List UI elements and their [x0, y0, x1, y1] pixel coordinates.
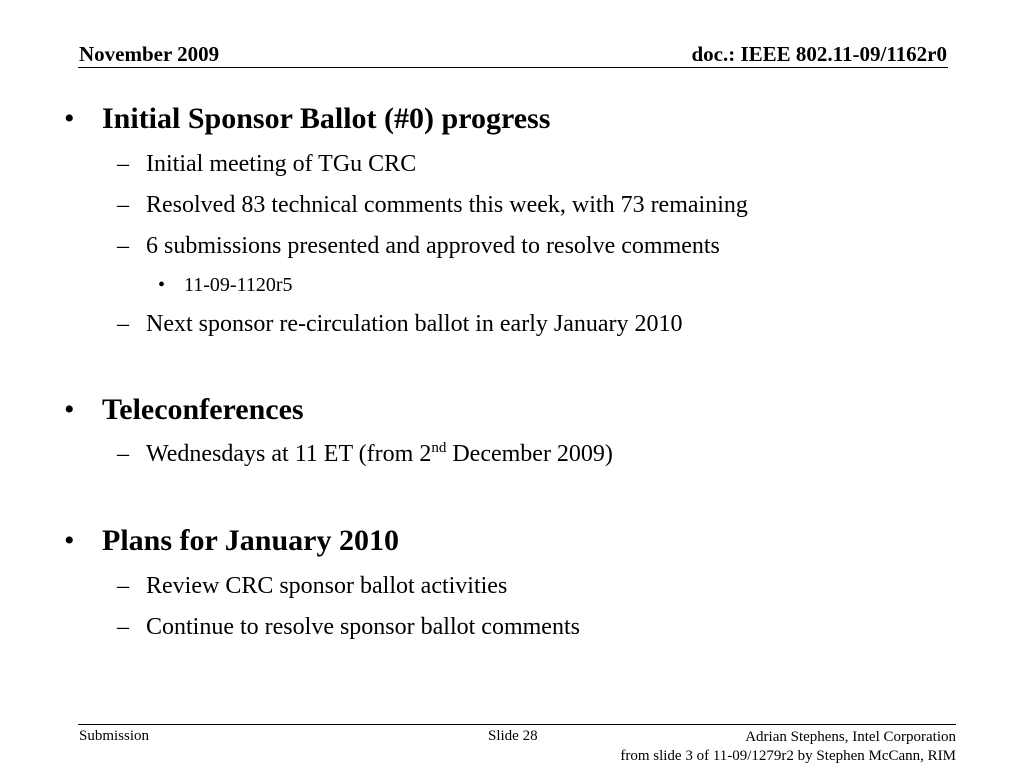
dash-icon: –	[117, 151, 129, 177]
dash-icon: –	[117, 573, 129, 599]
bullet-icon: •	[64, 102, 75, 135]
section-title: Teleconferences	[102, 393, 304, 426]
footer-divider	[78, 724, 956, 725]
list-item-text: Initial meeting of TGu CRC	[146, 151, 417, 177]
sub-list-item-text: 11-09-1120r5	[184, 274, 293, 296]
item-text-prefix: Wednesdays at 11 ET (from 2	[146, 441, 432, 467]
footer-slide-number: Slide 28	[488, 728, 538, 744]
section-title: Initial Sponsor Ballot (#0) progress	[102, 102, 551, 135]
dash-icon: –	[117, 614, 129, 640]
footer-author-name: Adrian Stephens, Intel Corporation	[745, 729, 956, 745]
footer-author	[620, 728, 956, 766]
bullet-icon: •	[64, 393, 75, 426]
footer-source: from slide 3 of 11-09/1279r2 by Stephen McCann, RIM	[620, 748, 956, 764]
ordinal-suffix: nd	[431, 440, 447, 456]
footer-submission: Submission	[79, 728, 150, 744]
list-item-text: Next sponsor re-circulation ballot in early January 2010	[146, 311, 683, 337]
bullet-icon: •	[64, 524, 75, 557]
list-item-text: Review CRC sponsor ballot activities	[146, 573, 508, 599]
dash-icon: –	[117, 441, 129, 467]
dash-icon: –	[117, 192, 129, 218]
dash-icon: –	[117, 233, 129, 259]
header-doc-id: doc.: IEEE 802.11-09/1162r0	[691, 42, 947, 66]
list-item-text: 6 submissions presented and approved to resolve comments	[146, 233, 720, 259]
list-item-text: Resolved 83 technical comments this week, with 73 remaining	[146, 192, 748, 218]
list-item-text	[146, 441, 613, 468]
list-item-text: Continue to resolve sponsor ballot comments	[146, 614, 580, 640]
header-date: November 2009	[79, 42, 220, 66]
bullet-icon: •	[158, 274, 166, 296]
item-text-suffix: December 2009)	[446, 441, 613, 467]
dash-icon: –	[117, 311, 129, 337]
section-title: Plans for January 2010	[102, 524, 399, 557]
